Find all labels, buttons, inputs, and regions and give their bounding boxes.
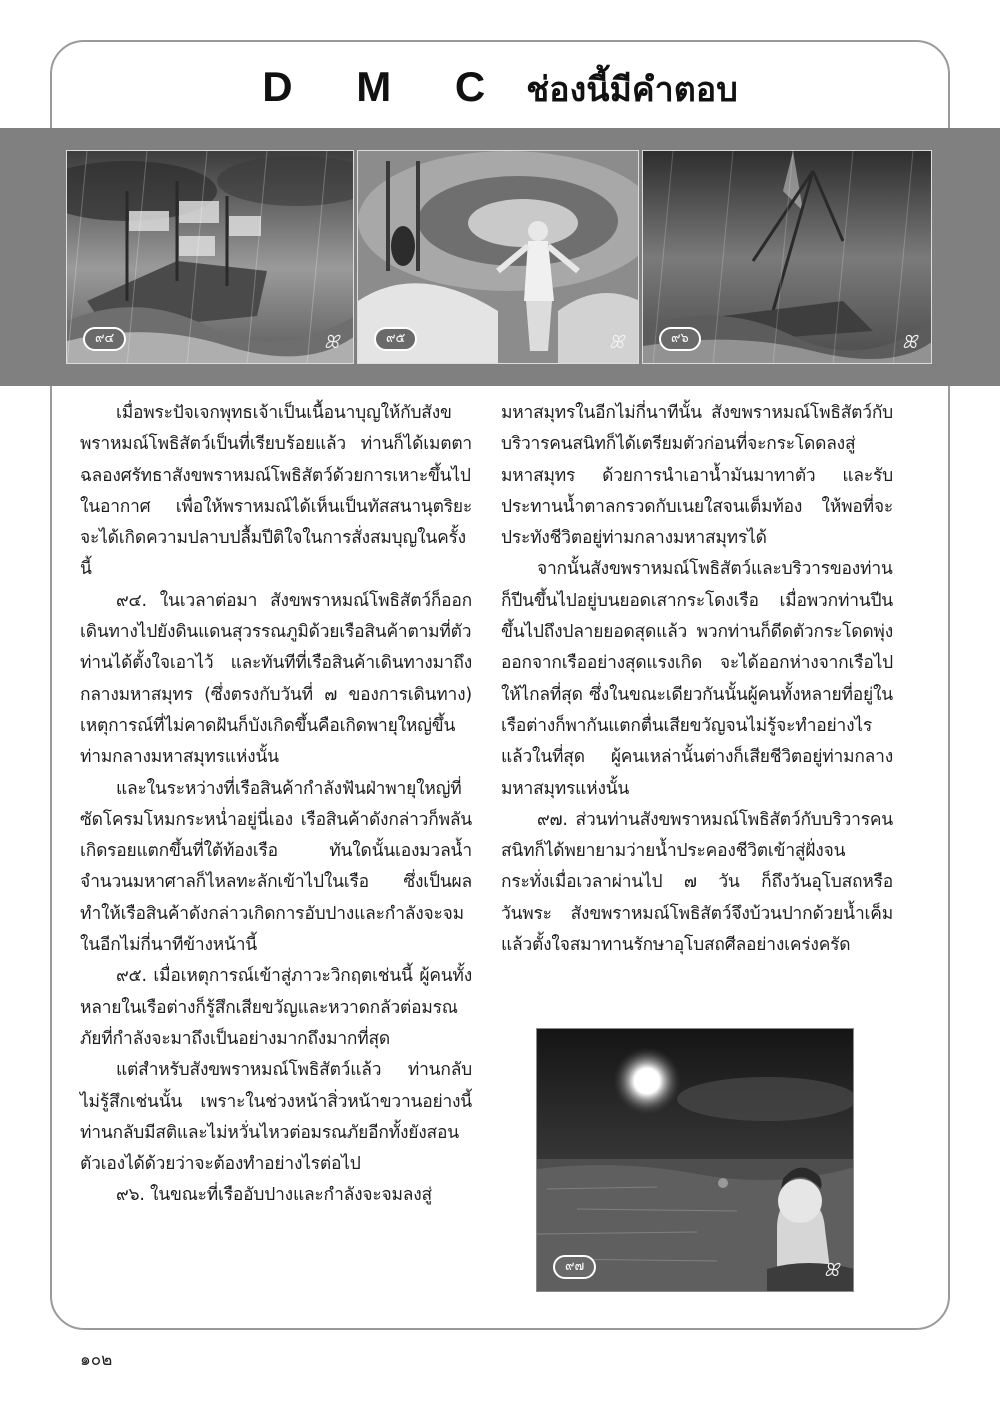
illustration-number: ๙๔	[83, 327, 126, 351]
illustration-97	[536, 1028, 854, 1292]
right-column	[501, 398, 893, 961]
paragraph: แต่สำหรับสังขพราหมณ์โพธิสัตว์แล้ว ท่านกลับไม่รู้สึกเช่นนั้น เพราะในช่วงหน้าสิ่วหน้าขวานอย่างนี้ ท่านกลับมีสติและไม่หวั่นไหวต่อมรณภัยอีกทั้งยังสอนตัวเองได้ด้วยว่าจะต้องทำอย่างไรต่อไป	[80, 1060, 472, 1175]
artist-signature-icon: ꕤ	[824, 1260, 839, 1281]
artist-signature-icon: ꕤ	[324, 332, 339, 353]
paragraph: ๙๗. ส่วนท่านสังขพราหมณ์โพธิสัตว์กับบริวารคนสนิทก็ได้พยายามว่ายน้ำประคองชีวิตเข้าสู่ฝั่งจนกระทั่งเมื่อเวลาผ่านไป ๗ วัน ก็ถึงวันอุโบสถหรือวันพระ สังขพราหมณ์โพธิสัตว์จึงบ้วนปากด้วยน้ำเค็มแล้วตั้งใจสมาทานรักษาอุโบสถศีลอย่างเคร่งครัด	[501, 809, 893, 956]
title-label: ช่องนี้มีคำตอบ	[526, 70, 738, 110]
paragraph: ๙๔. ในเวลาต่อมา สังขพราหมณ์โพธิสัตว์ก็ออกเดินทางไปยังดินแดนสุวรรณภูมิด้วยเรือสินค้าตามที่ตัวท่านได้ตั้งใจเอาไว้ และทันทีที่เรือสินค้าเดินทางมาถึงกลางมหาสมุทร (ซึ่งตรงกับวันที่ ๗ ของการเดินทาง) เหตุการณ์ที่ไม่คาดฝันก็บังเกิดขึ้นคือเกิดพายุใหญ่ขึ้นท่ามกลางมหาสมุทรแห่งนั้น	[80, 590, 472, 768]
artist-signature-icon: ꕤ	[609, 332, 624, 353]
page-number: ๑๐๒	[80, 1350, 113, 1370]
illustration-number: ๙๕	[374, 327, 417, 351]
paragraph: ๙๕. เมื่อเหตุการณ์เข้าสู่ภาวะวิกฤตเช่นนี้ ผู้คนทั้งหลายในเรือต่างก็รู้สึกเสียขวัญและหวาดกลัวต่อมรณภัยที่กำลังจะมาถึงเป็นอย่างมากถึงมากที่สุด	[80, 966, 472, 1049]
brand-label: D M C	[262, 63, 512, 110]
page-title	[0, 62, 1000, 116]
illustration-number: ๙๖	[659, 327, 701, 351]
illustration-number: ๙๗	[553, 1255, 596, 1279]
man-swimming-under-moon-icon	[537, 1029, 854, 1292]
paragraph: มหาสมุทรในอีกไม่กี่นาทีนั้น สังขพราหมณ์โพธิสัตว์กับบริวารคนสนิทก็ได้เตรียมตัวก่อนที่จะกระโดดลงสู่มหาสมุทร ด้วยการนำเอาน้ำมันมาทาตัว และรับประทานน้ำตาลกรวดกับเนยใสจนเต็มท้อง ให้พอที่จะประทังชีวิตอยู่ท่ามกลางมหาสมุทรได้	[501, 403, 893, 549]
left-column	[80, 398, 472, 1212]
artist-signature-icon: ꕤ	[902, 332, 917, 353]
paragraph: เมื่อพระปัจเจกพุทธเจ้าเป็นเนื้อนาบุญให้กับสังขพราหมณ์โพธิสัตว์เป็นที่เรียบร้อยแล้ว ท่านก็ได้เมตตาฉลองศรัทธาสังขพราหมณ์โพธิสัตว์ด้วยการเหาะขึ้นไปในอากาศ เพื่อให้พราหมณ์ได้เห็นเป็นทัสสนานุตริยะ จะได้เกิดความปลาบปลื้มปีติใจในการสั่งสมบุญในครั้งนี้	[80, 403, 472, 580]
paragraph: ๙๖. ในขณะที่เรืออับปางและกำลังจะจมลงสู่	[116, 1185, 432, 1206]
paragraph: จากนั้นสังขพราหมณ์โพธิสัตว์และบริวารของท่านก็ปีนขึ้นไปอยู่บนยอดเสากระโดงเรือ เมื่อพวกท่านปีนขึ้นไปถึงปลายยอดสุดแล้ว พวกท่านก็ดีดตัวกระโดดพุ่งออกจากเรืออย่างสุดแรงเกิด จะได้ออกห่างจากเรือไปให้ไกลที่สุด ซึ่งในขณะเดียวกันนั้นผู้คนทั้งหลายที่อยู่ในเรือต่างก็พากันแตกตื่นเสียขวัญจนไม่รู้จะทำอย่างไร แล้วในที่สุด ผู้คนเหล่านั้นต่างก็เสียชีวิตอยู่ท่ามกลางมหาสมุทรแห่งนั้น	[501, 559, 893, 799]
illustration-96	[642, 150, 932, 364]
paragraph: และในระหว่างที่เรือสินค้ากำลังฟันฝ่าพายุใหญ่ที่ซัดโครมโหมกระหน่ำอยู่นี่เอง เรือสินค้าดังกล่าวก็พลันเกิดรอยแตกขึ้นที่ใต้ท้องเรือ ทันใดนั้นเองมวลน้ำจำนวนมหาศาลก็ไหลทะลักเข้าไปในเรือ ซึ่งเป็นผลทำให้เรือสินค้าดังกล่าวเกิดการอับปางและกำลังจะจมในอีกไม่กี่นาทีข้างหน้านี้	[80, 778, 472, 956]
illustration-95	[357, 150, 639, 364]
illustration-94	[66, 150, 354, 364]
